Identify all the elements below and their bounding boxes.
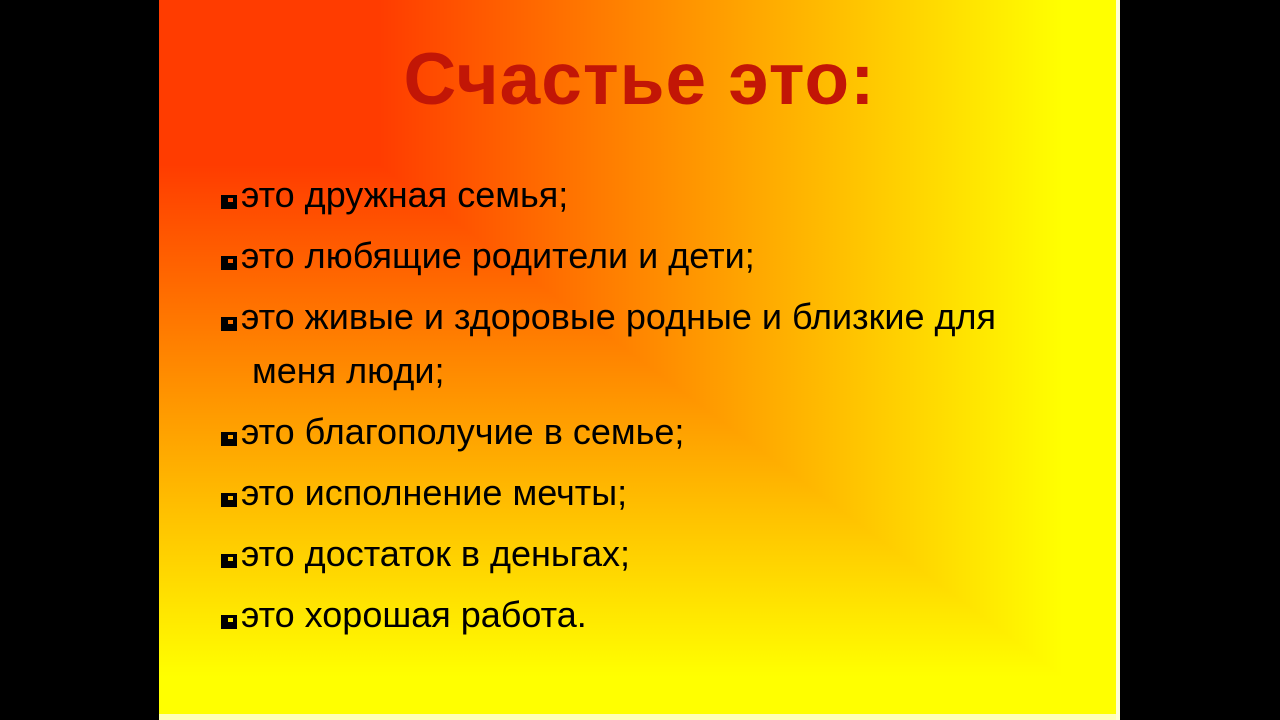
list-item	[221, 405, 1081, 459]
letterbox-right	[1120, 0, 1280, 720]
list-item	[221, 290, 1081, 398]
bullet-text: это исполнение мечты;	[241, 471, 628, 513]
bullet-text: это достаток в деньгах;	[241, 532, 631, 574]
slide-title: Счастье это:	[403, 39, 876, 120]
bullet-text: это хорошая работа.	[241, 593, 587, 635]
bullet-text: это живые и здоровые родные и близкие для меня люди;	[241, 295, 996, 391]
checkbox-bullet-icon	[221, 615, 237, 629]
bullet-text: это любящие родители и дети;	[241, 234, 755, 276]
bullet-text: это благополучие в семье;	[241, 410, 685, 452]
checkbox-bullet-icon	[221, 195, 237, 209]
list-item	[221, 466, 1081, 520]
bullet-text: это дружная семья;	[241, 173, 569, 215]
checkbox-bullet-icon	[221, 554, 237, 568]
checkbox-bullet-icon	[221, 432, 237, 446]
presentation-slide	[159, 0, 1120, 720]
checkbox-bullet-icon	[221, 317, 237, 331]
checkbox-bullet-icon	[221, 256, 237, 270]
slide-edge-highlight-bottom	[159, 714, 1120, 720]
slide-edge-highlight-right	[1116, 0, 1120, 720]
list-item	[221, 588, 1081, 642]
bullet-list	[221, 168, 1081, 642]
list-item	[221, 229, 1081, 283]
list-item	[221, 168, 1081, 222]
list-item	[221, 527, 1081, 581]
letterbox-left	[0, 0, 160, 720]
checkbox-bullet-icon	[221, 493, 237, 507]
